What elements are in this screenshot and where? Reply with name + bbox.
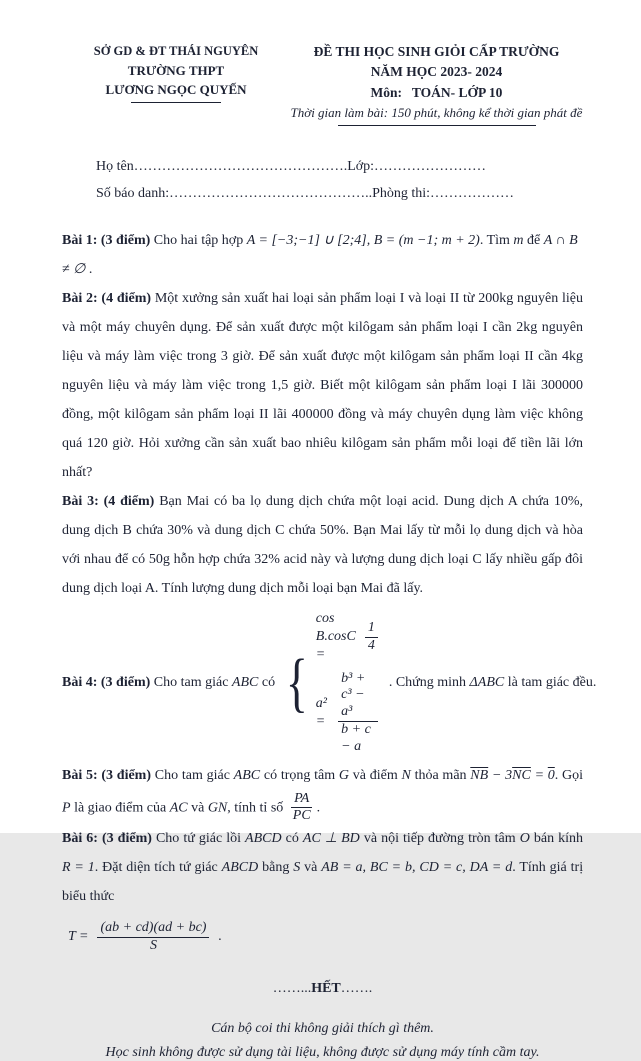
fraction-denominator: S: [149, 937, 157, 953]
problem-4-triangle-name: ABC: [231, 674, 259, 690]
problem-5-label: Bài 5: (3 điểm): [62, 767, 152, 783]
fraction-denominator: 4: [367, 637, 375, 653]
problem-6-text: . Đặt diện tích tứ giác: [94, 860, 218, 876]
problem-5-vector-equation: [470, 768, 554, 783]
problem-6-label: Bài 6: (3 điểm): [62, 831, 152, 847]
end-marker: [62, 981, 583, 997]
problem-4-intro: [62, 674, 275, 692]
vector-equals: =: [534, 767, 545, 783]
problem-5-text: và: [191, 800, 205, 816]
problem-6-t-formula: [68, 920, 583, 955]
school-name: LƯƠNG NGỌC QUYẾN: [105, 82, 247, 98]
equation-2-fraction: [338, 671, 378, 756]
problem-5-text: , tính tỉ số: [227, 800, 284, 816]
student-info-block: [96, 154, 583, 207]
problem-6-text: . Tính giá trị biểu thức: [62, 860, 584, 905]
t-formula-lhs: T =: [68, 929, 89, 945]
school-year: NĂM HỌC 2023- 2024: [370, 64, 503, 80]
fraction-numerator: (ab + cd)(ad + bc): [97, 920, 209, 938]
fraction-numerator: 1: [365, 620, 378, 638]
problem-6-quad-name: ABCD: [221, 860, 259, 876]
t-formula-fraction: [97, 920, 209, 955]
end-dots-left: ……...: [272, 980, 312, 996]
vector-zero: 0: [547, 767, 555, 783]
t-formula-period: .: [218, 929, 222, 945]
problem-5: [62, 762, 583, 826]
equation-2-lhs: a² =: [315, 695, 327, 730]
fraction-numerator: b³ + c³ − a³: [338, 671, 378, 722]
problem-6-text: bán kính: [533, 831, 584, 847]
problem-4-text: là tam giác đều.: [507, 674, 597, 690]
equation-2: [316, 671, 381, 756]
problem-5-triangle-name: ABC: [233, 767, 261, 783]
problem-4-triangle-symbol: ΔABC: [469, 674, 505, 690]
department-name: SỞ GD & ĐT THÁI NGUYÊN: [93, 44, 259, 58]
problem-1: [62, 227, 583, 285]
problem-1-var-m: m: [513, 233, 524, 249]
problem-2-text: Một xưởng sản xuất hai loại sản phẩm loại I và loại II từ 200kg nguyên liệu và một máy chuyên dụng. Để sản xuất được một kilôgam sản phẩm loại I cần 2kg nguyên liệu và máy làm việc trong 3 giờ. Để sản xuất được một kilôgam sản phẩm loại II cần 4kg nguyên liệu và máy làm việc trong 1,5 giờ. Biết một kilôgam sản phẩm loại I lãi 300000 đồng, một kilôgam sản phẩm loại II lãi 400000 đồng và máy chuyên dụng làm việc không quá 120 giờ. Hỏi xưởng cần sản xuất bao nhiêu kilôgam sản phẩm mỗi loại để tiền lãi lớn nhất?: [62, 291, 584, 481]
problem-list: [62, 227, 597, 954]
problem-1-text: .: [88, 262, 93, 278]
problem-6-text: và nội tiếp đường tròn tâm: [363, 831, 516, 847]
problem-5-centroid: G: [338, 767, 350, 783]
problem-1-label: Bài 1: (3 điểm): [62, 233, 151, 249]
problem-6-sides: AB = a, BC = b, CD = c, DA = d: [321, 860, 513, 876]
problem-4-equation-system: [316, 610, 381, 756]
problem-5-text: .: [316, 800, 321, 816]
problem-1-sets-formula: A = [−3;−1] ∪ [2;4], B = (m −1; m + 2): [246, 233, 480, 249]
problem-1-text: Cho hai tập hợp: [153, 233, 244, 249]
proctor-note: Cán bộ coi thi không giải thích gì thêm.: [211, 1020, 434, 1036]
document-footer: [62, 981, 583, 1061]
problem-2-label: Bài 2: (4 điểm): [62, 291, 152, 307]
vector-op: − 3: [491, 767, 513, 783]
problem-5-text: Cho tam giác: [154, 767, 230, 783]
materials-note: Học sinh không được sử dụng tài liệu, không được sử dụng máy tính cầm tay.: [105, 1044, 540, 1060]
problem-1-text: . Tìm: [479, 233, 510, 249]
problem-2: [62, 285, 583, 488]
header-left-rule: [131, 102, 221, 103]
problem-5-point-n: N: [401, 767, 411, 783]
problem-4-text: Cho tam giác: [153, 674, 229, 690]
problem-1-text: để: [527, 233, 541, 249]
equation-1-lhs: cos B.cosC =: [315, 611, 356, 663]
equation-1: [316, 610, 381, 665]
problem-6-text: có: [285, 831, 299, 847]
problem-5-text: thỏa mãn: [414, 767, 467, 783]
document-header: [62, 42, 583, 126]
student-id-line: Số báo danh:……………………………………..Phòng thi:………………: [96, 185, 515, 201]
problem-6-area-s: S: [293, 860, 301, 876]
school-type: TRƯỜNG THPT: [127, 62, 225, 78]
vector-nb: $\overline{NB}$: [470, 767, 489, 783]
problem-4-text: . Chứng minh: [388, 674, 467, 690]
problem-5-ratio-fraction: [290, 791, 314, 826]
fraction-denominator: PC: [292, 808, 311, 824]
problem-3-label: Bài 3: (4 điểm): [62, 494, 155, 510]
problem-4: [62, 610, 597, 756]
problem-3: [62, 488, 583, 604]
subject-grade: Môn: TOÁN- LỚP 10: [370, 84, 503, 100]
problem-3-text: Bạn Mai có ba lọ dung dịch chứa một loại acid. Dung dịch A chứa 10%, dung dịch B chứa 30% và dung dịch C chứa 50%. Bạn Mai lấy từ mỗi lọ dung dịch và hòa với nhau để có 50g hỗn hợp chứa 32% acid này và lượng dung dịch loại C lấy nhiều gấp đôi dung dịch loại A. Tính lượng dung dịch mỗi loại bạn Mai đã lấy.: [62, 494, 584, 597]
problem-6-text: bằng: [262, 860, 290, 876]
equation-1-fraction: [365, 620, 378, 655]
problem-5-text: và điểm: [352, 767, 398, 783]
fraction-denominator: b + c − a: [341, 721, 371, 754]
problem-6-perpendicular: AC ⊥ BD: [302, 831, 360, 847]
vector-nc: $\overline{NC}$: [512, 767, 531, 783]
system-brace: {: [285, 645, 309, 719]
problem-6-radius: R = 1: [62, 860, 95, 876]
problem-6-center-o: O: [519, 831, 530, 847]
exam-title: ĐỀ THI HỌC SINH GIỎI CẤP TRƯỜNG: [313, 44, 560, 59]
end-label: HẾT: [311, 980, 341, 996]
problem-5-segment-gn: GN: [207, 800, 228, 816]
problem-4-label: Bài 4: (3 điểm): [62, 674, 151, 690]
fraction-numerator: PA: [291, 791, 312, 809]
problem-6-text: và: [304, 860, 318, 876]
problem-5-text: có trọng tâm: [263, 767, 336, 783]
student-name-line: Họ tên……………………………………….Lớp:……………………: [96, 159, 487, 175]
problem-5-segment-ac: AC: [169, 800, 188, 816]
problem-4-text: có: [261, 674, 276, 690]
problem-5-text: . Gọi: [554, 767, 584, 783]
problem-4-conclusion: [389, 674, 597, 692]
problem-5-point-p: P: [62, 800, 71, 816]
problem-6-text: Cho tứ giác lồi: [155, 831, 241, 847]
problem-6-quad-name: ABCD: [245, 831, 282, 847]
issuing-authority-block: [62, 42, 290, 126]
exam-title-block: [290, 42, 583, 126]
header-right-rule: [338, 125, 536, 126]
problem-5-text: là giao điểm của: [74, 800, 167, 816]
problem-1-intersection-formula: A ∩ B ≠ ∅: [62, 233, 578, 278]
problem-6: [62, 825, 583, 912]
end-dots-right: …….: [340, 980, 373, 996]
duration-note: Thời gian làm bài: 150 phút, không kể thời gian phát đề: [290, 104, 583, 120]
